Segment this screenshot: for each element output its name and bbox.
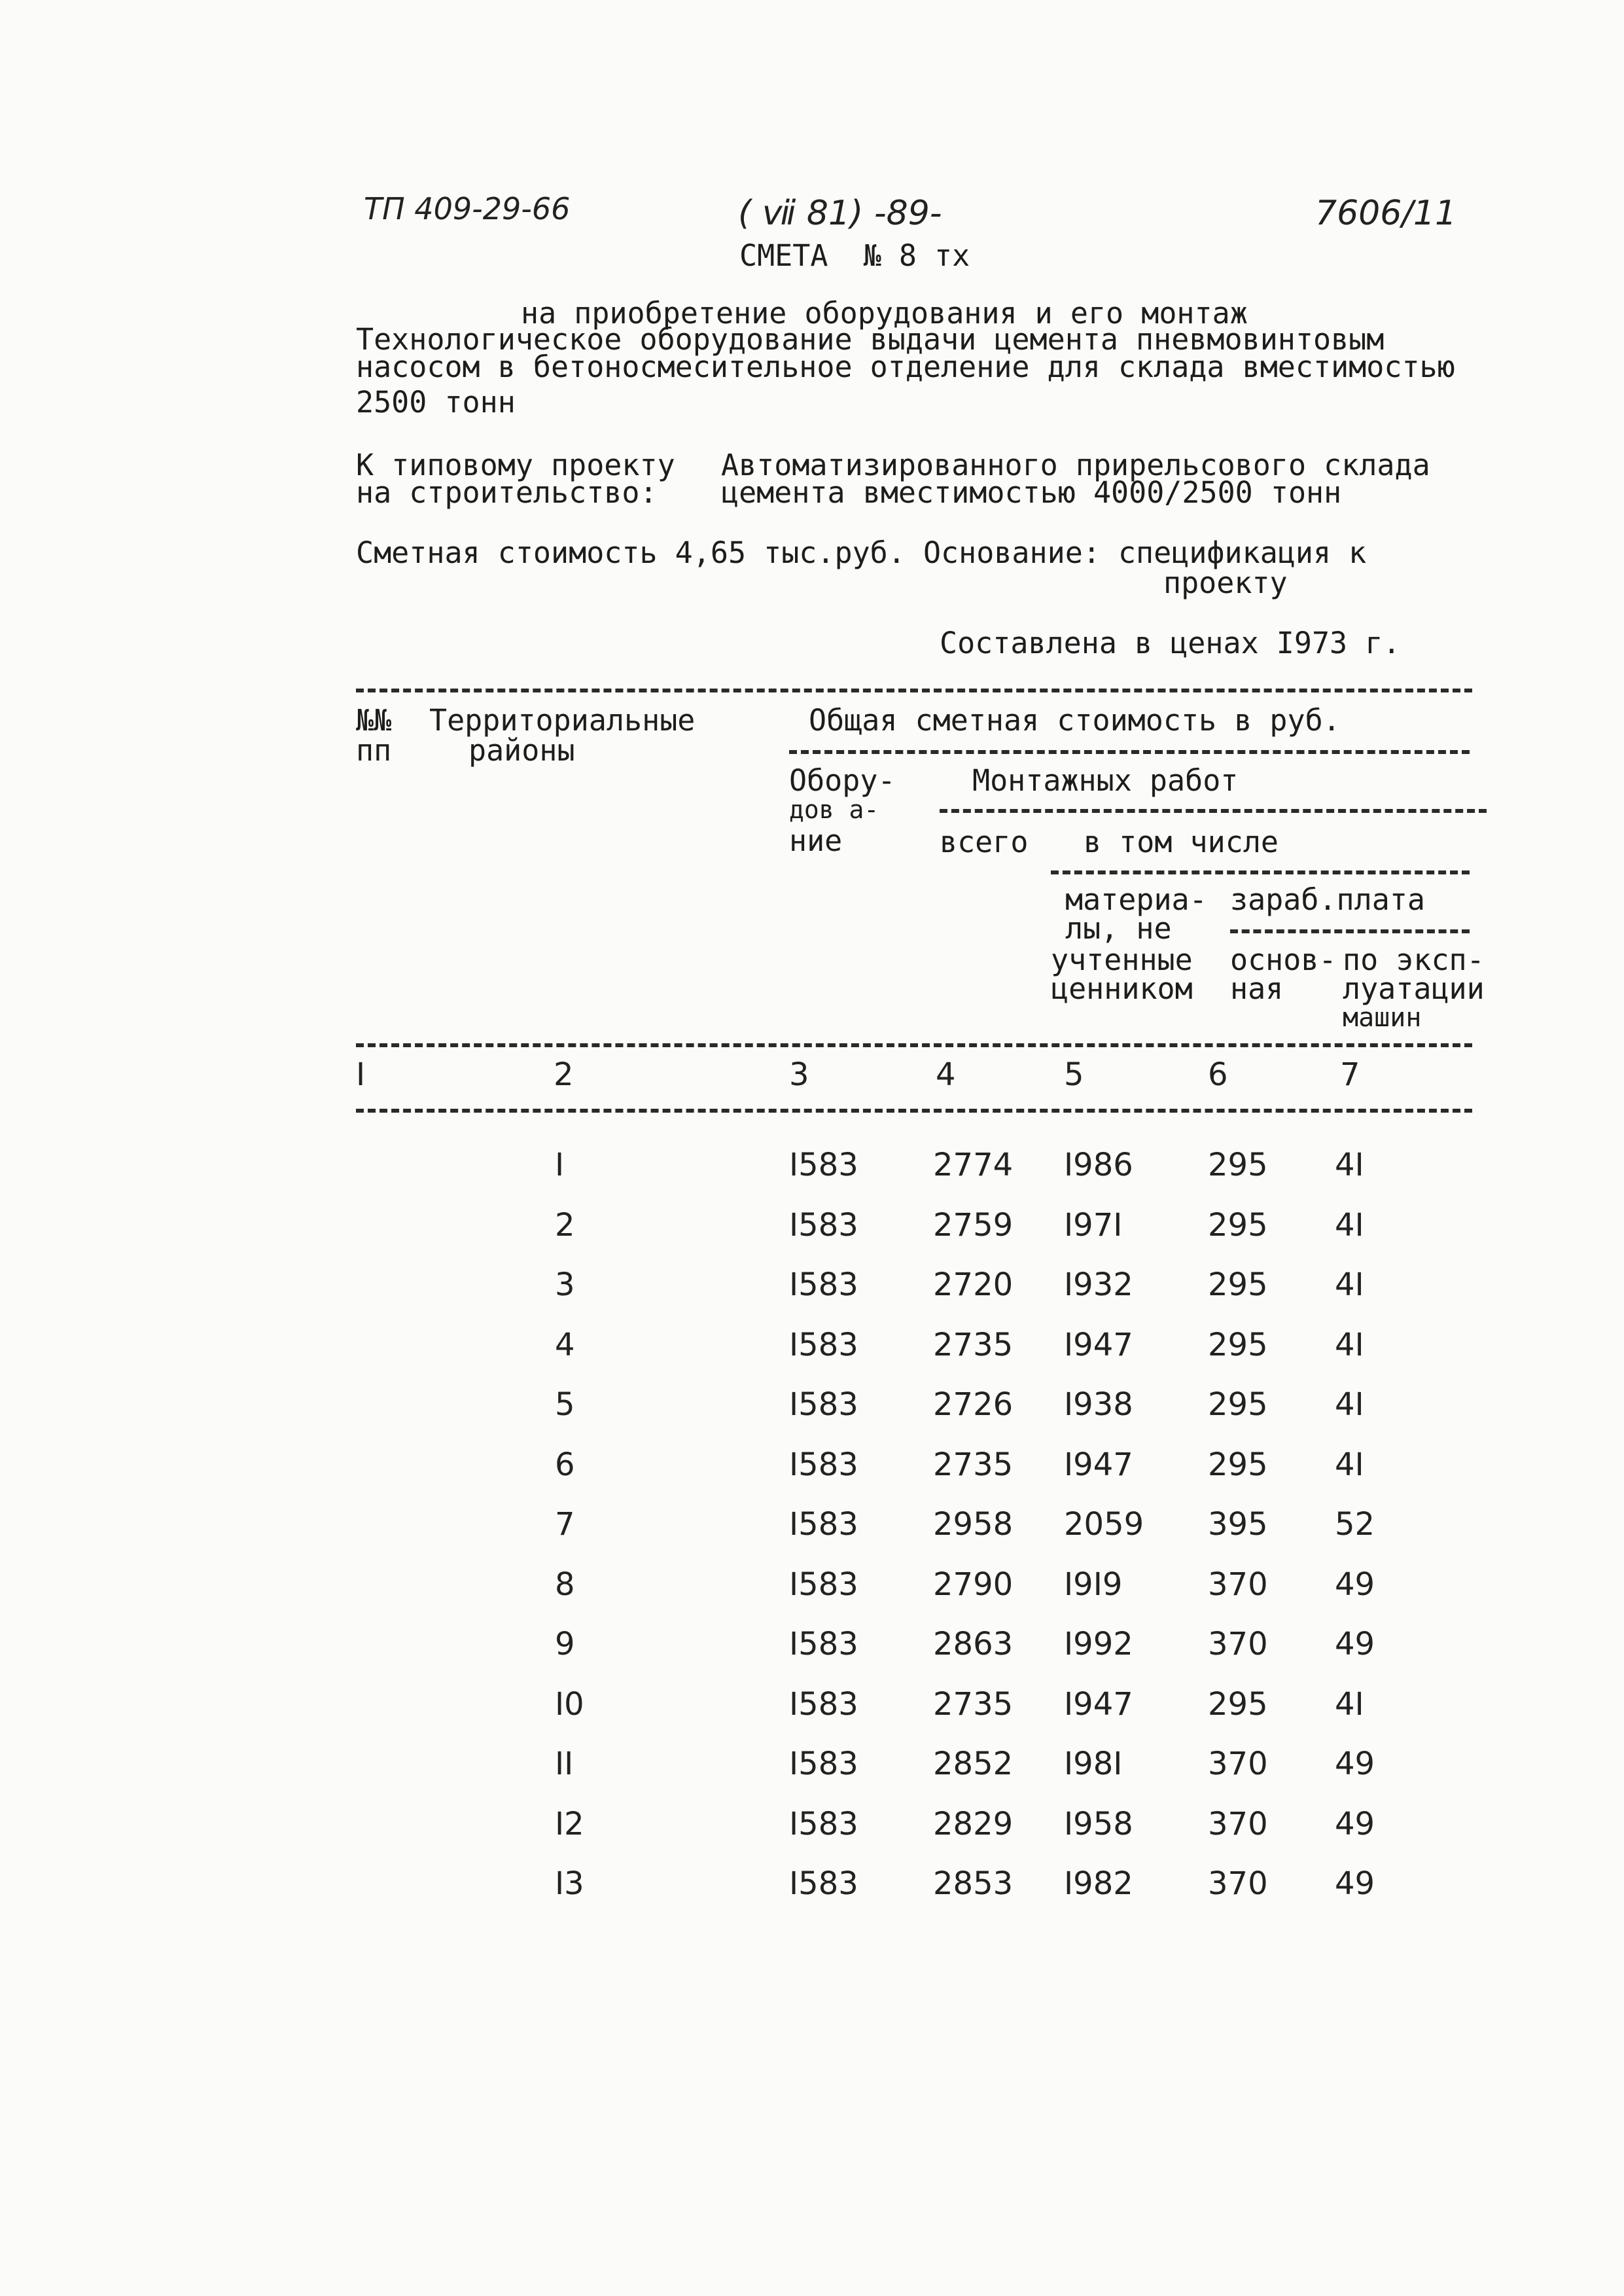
header-machines-3: машин [1343,1003,1422,1033]
cell-region: II [555,1746,574,1782]
column-number: I [356,1056,366,1093]
subject-line-2: Технологическое оборудование выдачи цемента пневмовинтовым [356,322,1385,357]
cell-machines: 49 [1335,1865,1375,1902]
cell-equipment: I583 [789,1446,858,1483]
column-number: 3 [789,1056,809,1093]
project-label-1: К типовому проекту [356,448,675,482]
cell-basic: 295 [1208,1206,1268,1244]
cell-materials: I947 [1064,1446,1133,1483]
project-label-2: на строительство: [356,475,658,510]
cell-region: 2 [555,1206,575,1244]
cell-region: 5 [555,1386,575,1423]
column-numbers-top-rule [356,1043,1472,1047]
cell-equipment: I583 [789,1506,858,1543]
header-basic-1: основ- [1230,942,1337,977]
column-number: 6 [1208,1056,1228,1093]
header-installation: Монтажных работ [972,763,1239,798]
cell-region: 7 [555,1506,575,1543]
header-basic-2: ная [1230,971,1284,1006]
cell-total: 2735 [933,1446,1014,1483]
header-rule-2 [940,809,1487,813]
cell-basic: 295 [1208,1326,1268,1363]
cell-total: 2829 [933,1805,1014,1842]
header-equipment-3: ние [789,823,843,858]
cell-machines: 4I [1335,1446,1364,1483]
column-number: 5 [1064,1056,1084,1093]
cell-equipment: I583 [789,1566,858,1603]
cell-total: 2774 [933,1147,1014,1183]
document-code: ТП 409-29-66 [364,191,571,226]
cell-equipment: I583 [789,1746,858,1782]
header-materials-4: ценником [1051,971,1193,1006]
document-title: СМЕТА № 8 тх [739,238,970,273]
cell-machines: 4I [1335,1206,1364,1244]
cell-total: 2790 [933,1566,1014,1603]
cell-region: I3 [555,1865,584,1902]
subject-line-3: насосом в бетоносмесительное отделение для склада вместимостью [356,350,1455,384]
cell-materials: I938 [1064,1386,1133,1423]
cell-machines: 52 [1335,1506,1375,1543]
cell-materials: I947 [1064,1685,1133,1723]
cell-region: I0 [555,1685,584,1723]
cell-basic: 370 [1208,1746,1268,1782]
cell-region: 6 [555,1446,575,1483]
cell-basic: 295 [1208,1446,1268,1483]
project-name-2: цемента вместимостью 4000/2500 тонн [721,475,1342,510]
header-materials-1: материа- [1065,882,1207,917]
cell-machines: 49 [1335,1805,1375,1842]
cell-total: 2735 [933,1326,1014,1363]
cell-total: 2853 [933,1865,1014,1902]
header-number-2: пп [356,733,392,768]
column-number: 4 [936,1056,956,1093]
cell-region: 8 [555,1566,575,1603]
cell-materials: I958 [1064,1805,1133,1842]
cell-equipment: I583 [789,1266,858,1303]
header-rule-1 [789,750,1470,754]
cell-basic: 370 [1208,1566,1268,1603]
header-equipment-1: Обору- [789,763,896,798]
sheet-code: ( ⅶ 81) -89- [738,194,942,233]
header-equipment-2: дов а- [789,795,879,824]
project-name-1: Автоматизированного прирельсового склада [721,448,1430,482]
header-rule-4 [1230,929,1470,933]
cell-total: 2852 [933,1746,1014,1782]
header-machines-1: по эксп- [1343,942,1485,977]
cell-materials: I947 [1064,1326,1133,1363]
cell-total: 2958 [933,1506,1014,1543]
cell-region: 3 [555,1266,575,1303]
cell-machines: 49 [1335,1626,1375,1662]
cell-machines: 49 [1335,1566,1375,1603]
cell-machines: 4I [1335,1326,1364,1363]
cell-machines: 4I [1335,1386,1364,1423]
cell-materials: I98I [1064,1746,1123,1782]
cell-basic: 295 [1208,1266,1268,1303]
header-rule-3 [1051,870,1470,874]
subject-line-1: на приобретение оборудования и его монтаж [521,296,1248,331]
header-materials-3: учтенные [1051,942,1193,977]
header-including: в том числе [1084,825,1279,859]
cell-equipment: I583 [789,1147,858,1183]
column-numbers-bottom-rule [356,1109,1472,1113]
cell-materials: I992 [1064,1626,1133,1662]
price-base: Составлена в ценах I973 г. [940,626,1401,660]
cell-basic: 295 [1208,1386,1268,1423]
cell-basic: 395 [1208,1506,1268,1543]
estimated-cost-basis: проекту [1163,565,1288,600]
header-machines-2: луатации [1343,971,1485,1006]
header-total-cost: Общая сметная стоимость в руб. [809,703,1341,738]
header-region: Территориальные [429,703,696,738]
header-wages: зараб.плата [1230,882,1426,917]
estimated-cost: Сметная стоимость 4,65 тыс.руб. Основание: спецификация к [356,535,1367,570]
column-number: 2 [554,1056,574,1093]
cell-machines: 4I [1335,1266,1364,1303]
cell-equipment: I583 [789,1685,858,1723]
cell-materials: I982 [1064,1865,1133,1902]
subject-line-4: 2500 тонн [356,385,516,420]
cell-materials: I97I [1064,1206,1123,1244]
cell-basic: 295 [1208,1685,1268,1723]
header-region-2: районы [468,733,575,768]
cell-equipment: I583 [789,1626,858,1662]
cell-region: I2 [555,1805,584,1842]
cell-total: 2759 [933,1206,1014,1244]
column-number: 7 [1340,1056,1360,1093]
cell-region: I [555,1147,565,1183]
cell-machines: 4I [1335,1147,1364,1183]
cell-region: 4 [555,1326,575,1363]
cell-total: 2720 [933,1266,1014,1303]
cell-materials: I932 [1064,1266,1133,1303]
cell-total: 2735 [933,1685,1014,1723]
header-install-total: всего [940,825,1029,859]
cell-equipment: I583 [789,1326,858,1363]
cell-basic: 370 [1208,1865,1268,1902]
cell-basic: 370 [1208,1805,1268,1842]
archive-number: 7606/11 [1315,194,1457,233]
cell-machines: 4I [1335,1685,1364,1723]
cell-equipment: I583 [789,1805,858,1842]
table-top-rule [356,689,1472,692]
cell-equipment: I583 [789,1865,858,1902]
cell-basic: 370 [1208,1626,1268,1662]
cell-machines: 49 [1335,1746,1375,1782]
header-number: №№ [356,703,392,738]
cell-equipment: I583 [789,1386,858,1423]
cell-equipment: I583 [789,1206,858,1244]
cell-materials: I9I9 [1064,1566,1123,1603]
cell-region: 9 [555,1626,575,1662]
cell-basic: 295 [1208,1147,1268,1183]
header-materials-2: лы, не [1065,911,1172,946]
cell-materials: 2059 [1064,1506,1144,1543]
cell-total: 2863 [933,1626,1014,1662]
cell-total: 2726 [933,1386,1014,1423]
cell-materials: I986 [1064,1147,1133,1183]
